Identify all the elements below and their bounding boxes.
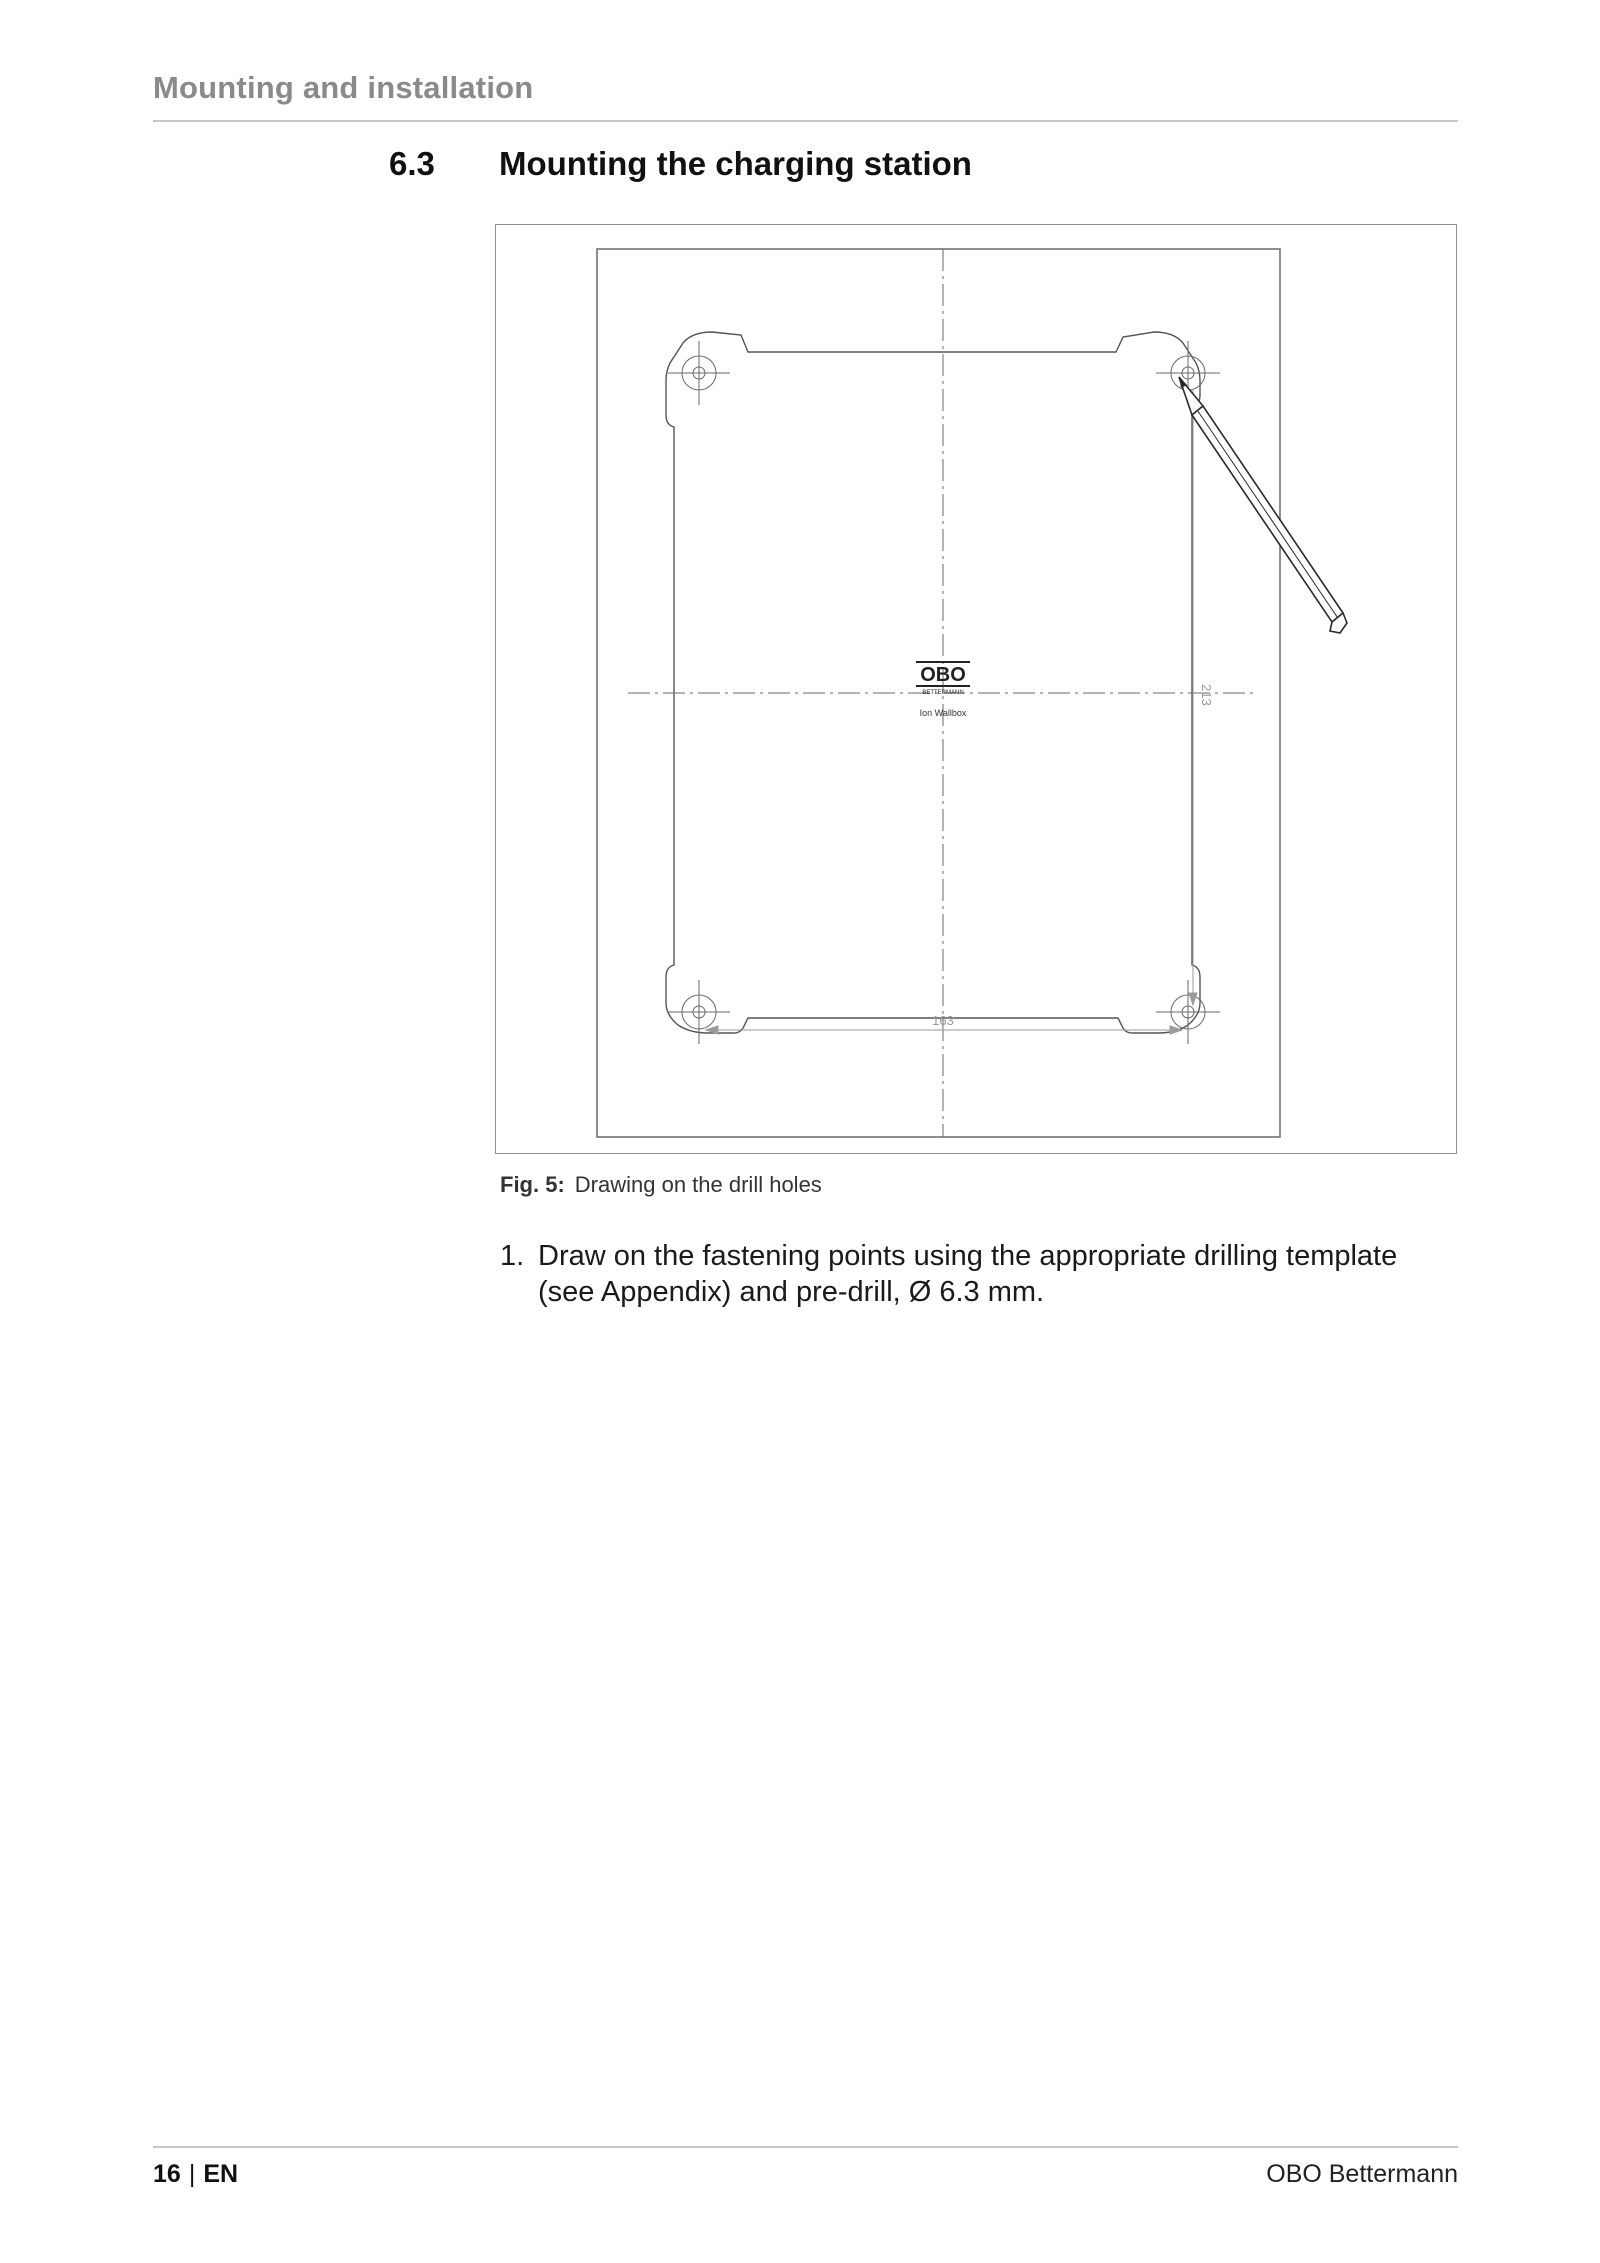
- obo-logo-text: OBO: [920, 664, 966, 686]
- section-title: Mounting the charging station: [499, 145, 972, 182]
- obo-logo: [916, 662, 970, 696]
- header-divider: [153, 120, 1458, 122]
- figure-caption: [500, 1172, 822, 1198]
- footer-page-info: [153, 2160, 238, 2189]
- figure-label: Fig. 5:: [500, 1172, 565, 1197]
- drilling-template-figure: [495, 224, 1457, 1154]
- footer-brand: OBO Bettermann: [1266, 2160, 1458, 2188]
- running-header: Mounting and installation: [153, 70, 534, 105]
- footer-divider: [153, 2146, 1458, 2148]
- language-code: EN: [203, 2160, 239, 2188]
- dimension-label-vertical: 213: [1199, 684, 1214, 706]
- drilling-template-drawing: [496, 225, 1458, 1155]
- section-heading: [389, 145, 972, 183]
- instruction-step: [500, 1238, 1460, 1310]
- dimension-label-horizontal: 163: [932, 1013, 954, 1028]
- section-number: 6.3: [389, 145, 435, 182]
- obo-logo-subtext: BETTERMANN: [922, 690, 964, 696]
- product-label: Ion Wallbox: [919, 708, 967, 718]
- page-number: 16: [153, 2160, 181, 2188]
- footer-separator: |: [188, 2160, 196, 2188]
- step-text: Draw on the fastening points using the appropriate drilling template (see Appendix) and pre-drill, Ø 6.3 mm.: [538, 1240, 1398, 1308]
- step-number: 1.: [500, 1240, 525, 1272]
- figure-caption-text: Drawing on the drill holes: [574, 1172, 822, 1197]
